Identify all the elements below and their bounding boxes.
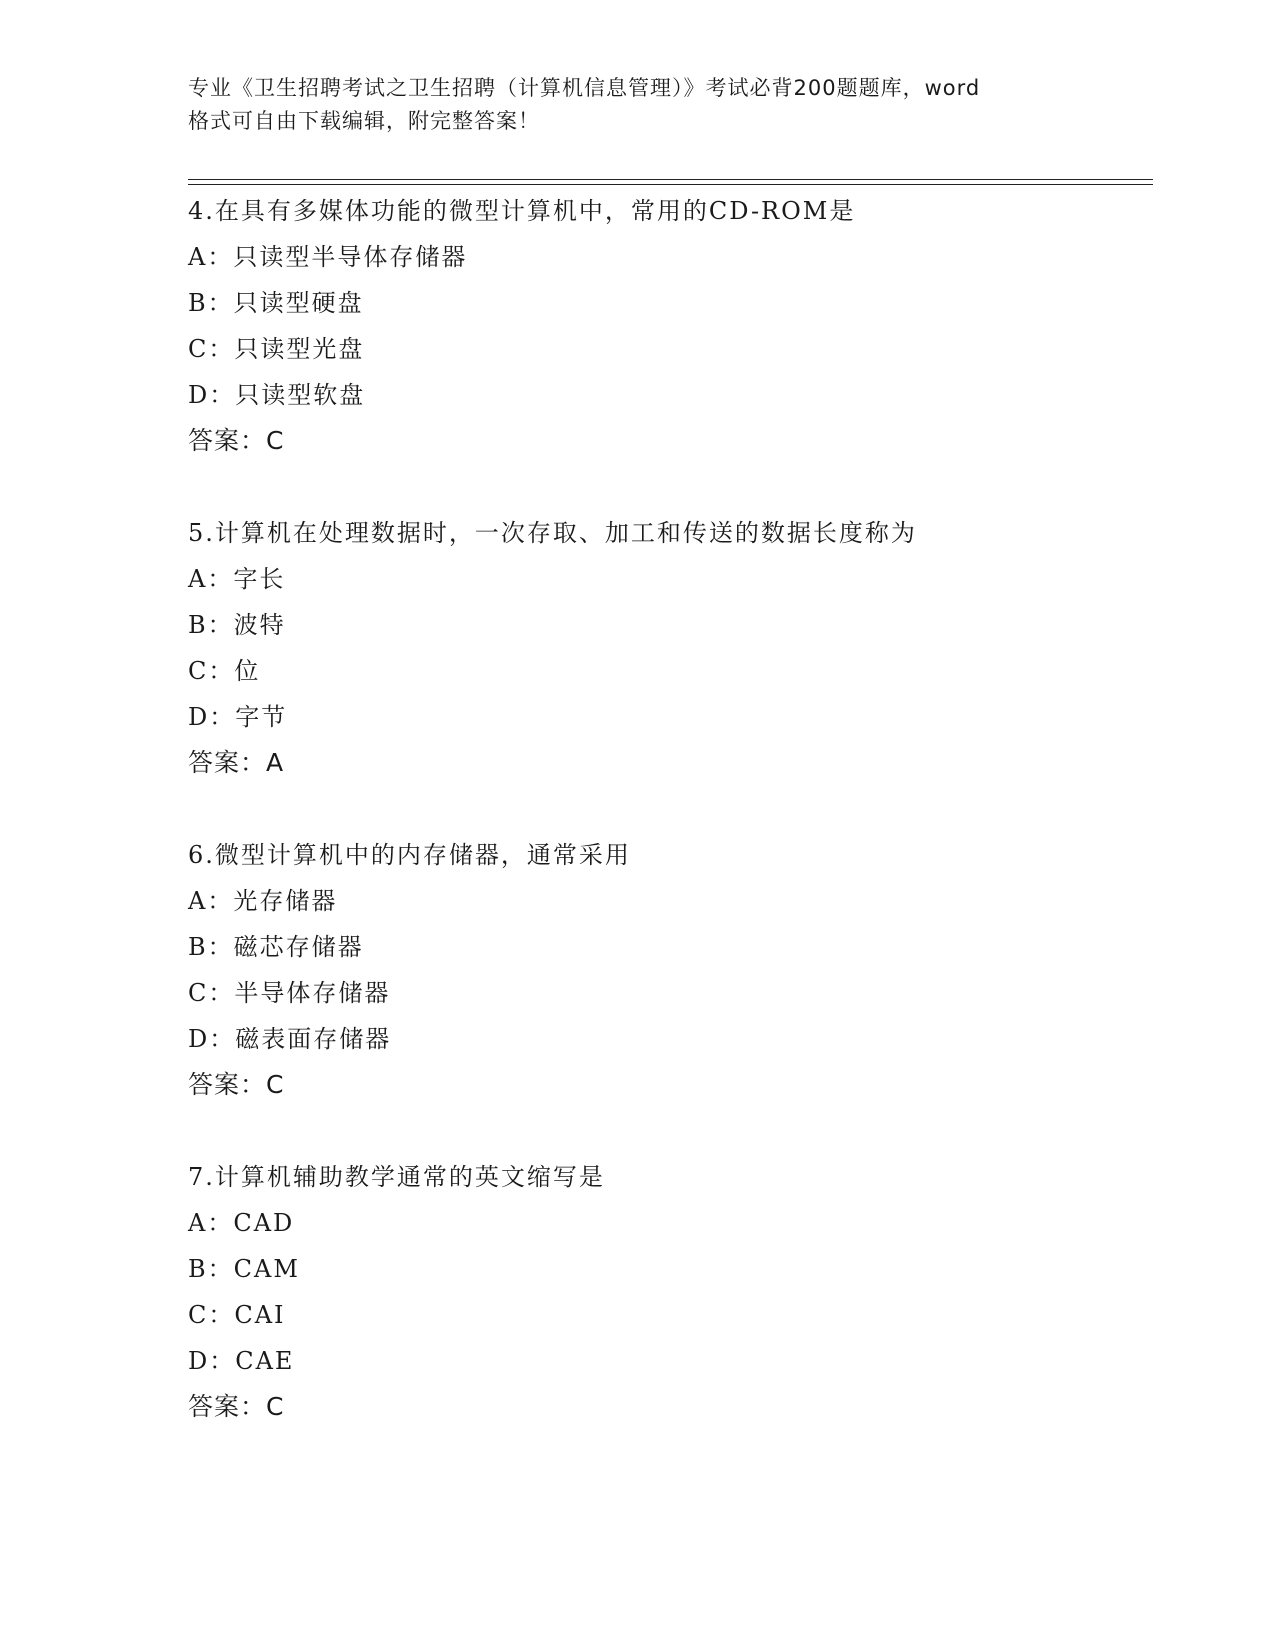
question-block [188, 832, 1148, 1108]
option-c: C：半导体存储器 [188, 979, 391, 1007]
answer: 答案：A [188, 748, 285, 777]
option-d: D：CAE [188, 1347, 295, 1375]
option-a: A：字长 [188, 565, 286, 593]
option-c: C：位 [188, 657, 261, 685]
option-b: B：只读型硬盘 [188, 289, 364, 317]
question-block [188, 188, 1148, 464]
option-d: D：磁表面存储器 [188, 1025, 392, 1053]
document-header [188, 72, 1108, 138]
option-a: A：光存储器 [188, 887, 338, 915]
header-line-1: 专业《卫生招聘考试之卫生招聘（计算机信息管理）》考试必背200题题库，word [188, 76, 981, 100]
option-a: A：只读型半导体存储器 [188, 243, 468, 271]
answer: 答案：C [188, 1392, 285, 1421]
answer: 答案：C [188, 426, 285, 455]
question-stem: 4.在具有多媒体功能的微型计算机中，常用的CD-ROM是 [188, 197, 856, 225]
question-stem: 5.计算机在处理数据时，一次存取、加工和传送的数据长度称为 [188, 519, 917, 547]
header-divider-bottom [188, 184, 1153, 185]
option-a: A：CAD [188, 1209, 295, 1237]
answer: 答案：C [188, 1070, 285, 1099]
option-b: B：波特 [188, 611, 286, 639]
question-block [188, 1154, 1148, 1430]
question-stem: 6.微型计算机中的内存储器，通常采用 [188, 841, 631, 869]
question-stem: 7.计算机辅助教学通常的英文缩写是 [188, 1163, 605, 1191]
question-block [188, 510, 1148, 786]
option-d: D：只读型软盘 [188, 381, 366, 409]
header-line-2: 格式可自由下载编辑，附完整答案！ [188, 109, 540, 133]
option-b: B：CAM [188, 1255, 300, 1283]
option-b: B：磁芯存储器 [188, 933, 364, 961]
option-c: C：CAI [188, 1301, 286, 1329]
option-d: D：字节 [188, 703, 288, 731]
header-divider-top [188, 179, 1153, 180]
option-c: C：只读型光盘 [188, 335, 365, 363]
